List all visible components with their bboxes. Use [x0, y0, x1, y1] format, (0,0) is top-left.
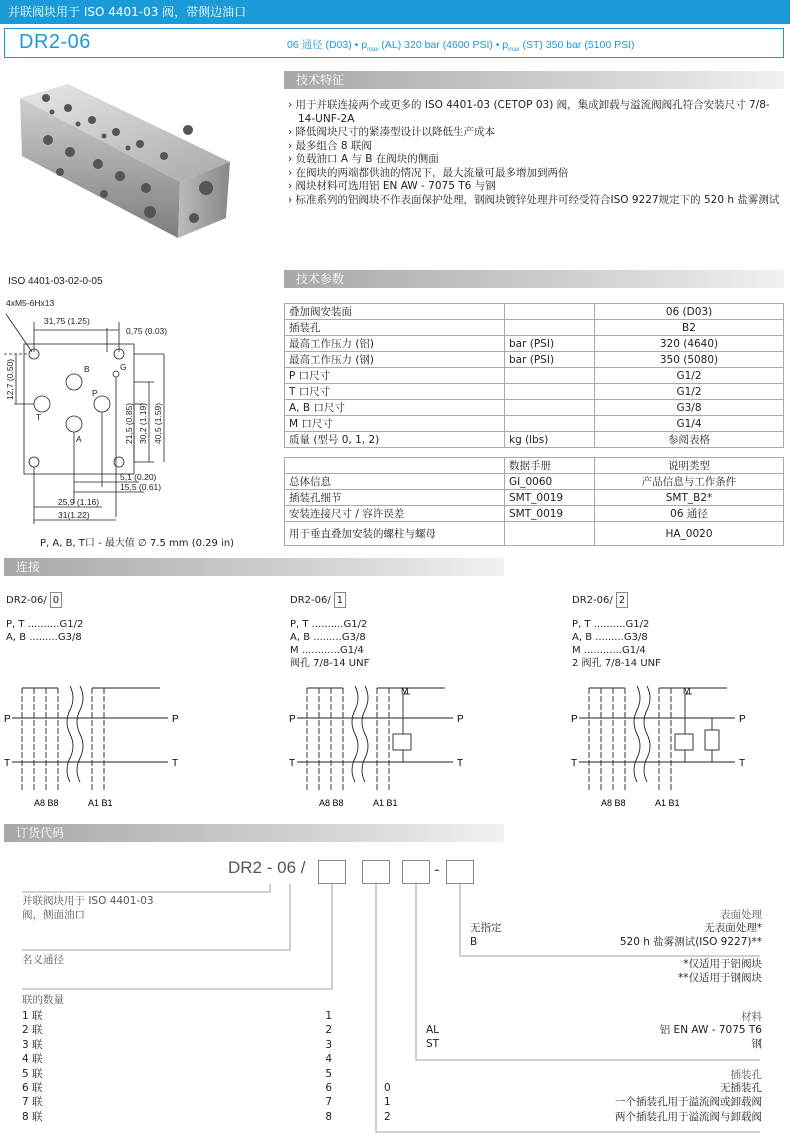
counts-code: 6 联: [22, 1082, 43, 1095]
counts-code: 7 联: [22, 1096, 43, 1109]
docs-cell: 插装孔细节: [285, 490, 505, 506]
surface-title: 表面处理: [720, 909, 762, 921]
params-cell: [505, 416, 595, 432]
dim-4: 21,5 (0.85): [124, 402, 134, 444]
cart-desc: 一个插装孔用于溢流阀或卸载阀: [615, 1096, 762, 1109]
variant-line: 2 阀孔 7/8-14 UNF: [572, 658, 661, 669]
variant-line: P, T ..........G1/2: [572, 619, 650, 630]
docs-row: [285, 522, 784, 546]
counts-desc: 1: [325, 1010, 332, 1022]
feature-item: › 阀块材料可选用铝 EN AW - 7075 T6 与钢: [288, 180, 496, 192]
params-cell: T 口尺寸: [285, 384, 505, 400]
variant-line: 阀孔 7/8-14 UNF: [290, 658, 370, 669]
features-list: [288, 99, 782, 207]
section-params: 技术参数: [284, 270, 784, 288]
variant-box: 0: [50, 592, 62, 608]
params-cell: bar (PSI): [505, 336, 595, 352]
surface-notes: *仅适用于铝阀块 **仅适用于钢阀块: [678, 958, 762, 985]
schematic-a1-label: A1 B1: [373, 798, 398, 808]
params-cell: 320 (4640): [595, 336, 784, 352]
schematic-a8-label: A8 B8: [319, 798, 344, 808]
schematic-2: [579, 686, 735, 792]
schematic-m-label: M: [401, 686, 409, 696]
params-cell: [505, 400, 595, 416]
schematic-port-label: T: [289, 758, 296, 769]
variant-prefix: DR2-06/: [6, 595, 47, 606]
counts-row: [22, 1081, 332, 1095]
cart-row: [384, 1095, 762, 1109]
title-box: [4, 28, 784, 58]
order-box-cartridge[interactable]: [362, 860, 390, 884]
variant-code: [290, 592, 490, 608]
schematic-port-label: P: [739, 714, 746, 725]
hydraulic-schematics: [0, 680, 790, 810]
dim-8: 15,5 (0.61): [120, 482, 162, 492]
dim-1: 31,75 (1.25): [44, 316, 90, 326]
mat-row: [426, 1023, 762, 1037]
docs-cell: 安装连接尺寸 / 容许误差: [285, 506, 505, 522]
cart-code: 1: [384, 1096, 391, 1109]
variant-line: A, B .........G3/8: [290, 632, 366, 643]
dim-6: 40,5 (1.59): [153, 402, 163, 444]
variant-line: P, T ..........G1/2: [6, 619, 84, 630]
counts-desc: 3: [325, 1038, 332, 1051]
dim-3: 12,7 (0.50): [5, 358, 15, 400]
params-cell: G3/8: [595, 400, 784, 416]
variant-prefix: DR2-06/: [572, 595, 613, 606]
docs-cell: SMT_0019: [505, 506, 595, 522]
params-cell: G1/2: [595, 368, 784, 384]
feature-item: › 降低阀块尺寸的紧凑型设计以降低生产成本: [288, 126, 496, 138]
docs-cell: HA_0020: [595, 522, 784, 546]
order-dash: -: [434, 860, 440, 879]
counts-desc: 7: [325, 1096, 332, 1109]
surf-row: [470, 935, 762, 949]
params-cell: [505, 384, 595, 400]
params-cell: [505, 368, 595, 384]
counts-row: [22, 1095, 332, 1109]
surf-row: [470, 921, 762, 935]
feature-item: › 最多组合 8 联阀: [288, 139, 372, 152]
header-bar: 并联阀块用于 ISO 4401-03 阀，带侧边油口: [0, 0, 790, 24]
params-cell: 最高工作压力 (钢): [285, 352, 505, 368]
params-row: [285, 416, 784, 432]
params-row: [285, 384, 784, 400]
order-code: DR2 - 06 /: [228, 858, 306, 877]
params-row: [285, 400, 784, 416]
schematic-port-label: T: [739, 758, 746, 769]
params-cell: G1/2: [595, 384, 784, 400]
params-cell: 最高工作压力 (铝): [285, 336, 505, 352]
variant-line: P, T ..........G1/2: [290, 619, 368, 630]
schematic-port-label: P: [289, 714, 296, 725]
params-cell: 质量 (型号 0, 1, 2): [285, 432, 505, 448]
cartridge-title: 插装孔: [730, 1069, 762, 1081]
params-cell: 插装孔: [285, 320, 505, 336]
feature-item: › 用于并联连接两个或更多的 ISO 4401-03 (CETOP 03) 阀，集成卸载与溢流阀阀孔符合安装尺寸 7/8-14-UNF-2A: [288, 99, 770, 125]
docs-table: [284, 457, 784, 546]
params-cell: B2: [595, 320, 784, 336]
docs-row: [285, 474, 784, 490]
schematic-port-label: T: [457, 758, 464, 769]
counts-desc: 2: [325, 1024, 332, 1037]
params-cell: bar (PSI): [505, 352, 595, 368]
schematic-a8-label: A8 B8: [34, 798, 59, 808]
feature-item: › 在阀块的两端都供油的情况下，最大流量可最多增加到两倍: [288, 166, 569, 179]
variant-prefix: DR2-06/: [290, 595, 331, 606]
schematic-1: [297, 686, 453, 792]
mat-code: AL: [426, 1024, 440, 1036]
params-row: [285, 336, 784, 352]
params-row: [285, 432, 784, 448]
connection-variant: [290, 592, 490, 670]
params-row: [285, 320, 784, 336]
dim-5: 30,2 (1.19): [138, 402, 148, 444]
schematic-port-label: T: [4, 758, 11, 769]
order-box-material[interactable]: [402, 860, 430, 884]
docs-cell: GI_0060: [505, 474, 595, 490]
mat-code: ST: [426, 1038, 440, 1051]
docs-cell: SMT_B2*: [595, 490, 784, 506]
counts-code: 4 联: [22, 1053, 43, 1066]
docs-cell: 产品信息与工作条件: [595, 474, 784, 490]
model-name: DR2-06: [19, 31, 91, 53]
order-box-count[interactable]: [318, 860, 346, 884]
params-cell: [505, 304, 595, 320]
docs-header-cell: [285, 458, 505, 474]
iso-label: ISO 4401-03-02-0-05: [8, 276, 103, 287]
cartridge-list: [384, 1081, 762, 1124]
thread-label: 4xM5-6Hx13: [6, 298, 55, 308]
cart-code: 2: [384, 1110, 391, 1123]
counts-row: [22, 1052, 332, 1066]
material-list: [426, 1023, 762, 1052]
docs-cell: 用于垂直叠加安装的螺柱与螺母: [285, 522, 505, 546]
schematic-port-label: P: [571, 714, 578, 725]
variant-code: [6, 592, 206, 608]
params-cell: 参阅表格: [595, 432, 784, 448]
counts-row: [22, 1067, 332, 1081]
docs-cell: 总体信息: [285, 474, 505, 490]
counts-desc: 6: [325, 1082, 332, 1095]
counts-desc: 4: [325, 1053, 332, 1066]
params-cell: G1/4: [595, 416, 784, 432]
schematic-a8-label: A8 B8: [601, 798, 626, 808]
schematic-port-label: P: [4, 714, 11, 725]
params-row: [285, 368, 784, 384]
cart-desc: 无插装孔: [720, 1082, 762, 1094]
params-row: [285, 352, 784, 368]
counts-row: [22, 1110, 332, 1124]
schematic-a1-label: A1 B1: [655, 798, 680, 808]
params-table: [284, 303, 784, 448]
section-features: 技术特征: [284, 71, 784, 89]
params-cell: P 口尺寸: [285, 368, 505, 384]
port-g: G: [120, 362, 127, 372]
counts-row: [22, 1009, 332, 1023]
schematic-a1-label: A1 B1: [88, 798, 113, 808]
docs-cell: [505, 522, 595, 546]
cart-code: 0: [384, 1082, 391, 1094]
order-box-surface[interactable]: [446, 860, 474, 884]
schematic-port-label: T: [172, 758, 179, 769]
variant-line: M ............G1/4: [290, 645, 364, 656]
order-desc: 并联阀块用于 ISO 4401-03 阀，侧面油口: [22, 895, 154, 921]
docs-cell: 06 通径: [595, 506, 784, 522]
feature-item: › 标准系列的铝阀块不作表面保护处理，钢阀块镀锌处理并可经受符合ISO 9227规定下的 520 h 盐雾测试: [288, 193, 780, 206]
section-connections: 连接: [4, 558, 504, 576]
spec-line: 06 通径 (D03) • $p_{max}$ (AL) 320 bar (4600 PSI) • $p_{max}$ (ST) 350 bar (5100 PSI): [287, 39, 635, 54]
cart-row: [384, 1081, 762, 1095]
variant-line: A, B .........G3/8: [6, 632, 82, 643]
cart-desc: 两个插装孔用于溢流阀与卸载阀: [615, 1110, 762, 1123]
variant-line: A, B .........G3/8: [572, 632, 648, 643]
feature-item: › 负载油口 A 与 B 在阀块的侧面: [288, 153, 439, 165]
docs-row: [285, 490, 784, 506]
params-cell: 叠加阀安装面: [285, 304, 505, 320]
counts-code: 1 联: [22, 1010, 43, 1022]
schematic-port-label: T: [571, 758, 578, 769]
dim-9: 25,9 (1.16): [58, 497, 100, 507]
variant-line: M ............G1/4: [572, 645, 646, 656]
mounting-drawing: [4, 292, 276, 532]
cart-row: [384, 1110, 762, 1124]
counts-code: 5 联: [22, 1067, 43, 1080]
schematic-port-label: P: [457, 714, 464, 725]
surf-code: B: [470, 936, 478, 949]
dim-10: 31(1.22): [58, 510, 90, 520]
counts-desc: 5: [325, 1067, 332, 1080]
order-size: 名义通径: [22, 954, 64, 966]
schematic-m-label: M: [683, 686, 691, 696]
surf-desc: 无表面处理*: [704, 922, 762, 934]
variant-box: 1: [334, 592, 346, 608]
variant-box: 2: [616, 592, 628, 608]
port-a: A: [76, 434, 82, 444]
mat-desc: 钢: [751, 1038, 762, 1051]
params-cell: kg (lbs): [505, 432, 595, 448]
schematic-0: [12, 686, 168, 792]
section-order: 订货代码: [4, 824, 504, 842]
surface-list: [470, 921, 762, 950]
docs-row: [285, 506, 784, 522]
connection-variant: [6, 592, 206, 644]
params-cell: A, B 口尺寸: [285, 400, 505, 416]
docs-cell: SMT_0019: [505, 490, 595, 506]
dim-7: 5,1 (0.20): [120, 472, 157, 482]
drawing-note: P, A, B, T口 - 最大值 ∅ 7.5 mm (0.29 in): [40, 538, 235, 549]
params-cell: 06 (D03): [595, 304, 784, 320]
params-row: [285, 304, 784, 320]
dim-2: 0,75 (0.03): [126, 326, 168, 336]
mat-desc: 铝 EN AW - 7075 T6: [659, 1024, 762, 1036]
surf-code: 无指定: [470, 922, 502, 934]
counts-code: 3 联: [22, 1038, 43, 1051]
product-photo: [8, 72, 278, 252]
docs-header-row: [285, 458, 784, 474]
schematic-port-label: P: [172, 714, 179, 725]
params-cell: M 口尺寸: [285, 416, 505, 432]
docs-header-cell: 数据手册: [505, 458, 595, 474]
docs-header-cell: 说明类型: [595, 458, 784, 474]
params-cell: 350 (5080): [595, 352, 784, 368]
counts-desc: 8: [325, 1110, 332, 1123]
port-b: B: [84, 364, 90, 374]
order-count-list: [22, 1009, 332, 1124]
counts-row: [22, 1023, 332, 1037]
connection-variant: [572, 592, 772, 670]
port-t: T: [36, 412, 42, 422]
material-title: 材料: [741, 1011, 762, 1023]
surf-desc: 520 h 盐雾测试(ISO 9227)**: [619, 936, 762, 949]
order-count-title: 联的数量: [22, 994, 64, 1006]
counts-code: 8 联: [22, 1110, 43, 1123]
variant-code: [572, 592, 772, 608]
mat-row: [426, 1037, 762, 1051]
port-p: P: [92, 388, 98, 398]
counts-row: [22, 1038, 332, 1052]
params-cell: [505, 320, 595, 336]
counts-code: 2 联: [22, 1024, 43, 1037]
